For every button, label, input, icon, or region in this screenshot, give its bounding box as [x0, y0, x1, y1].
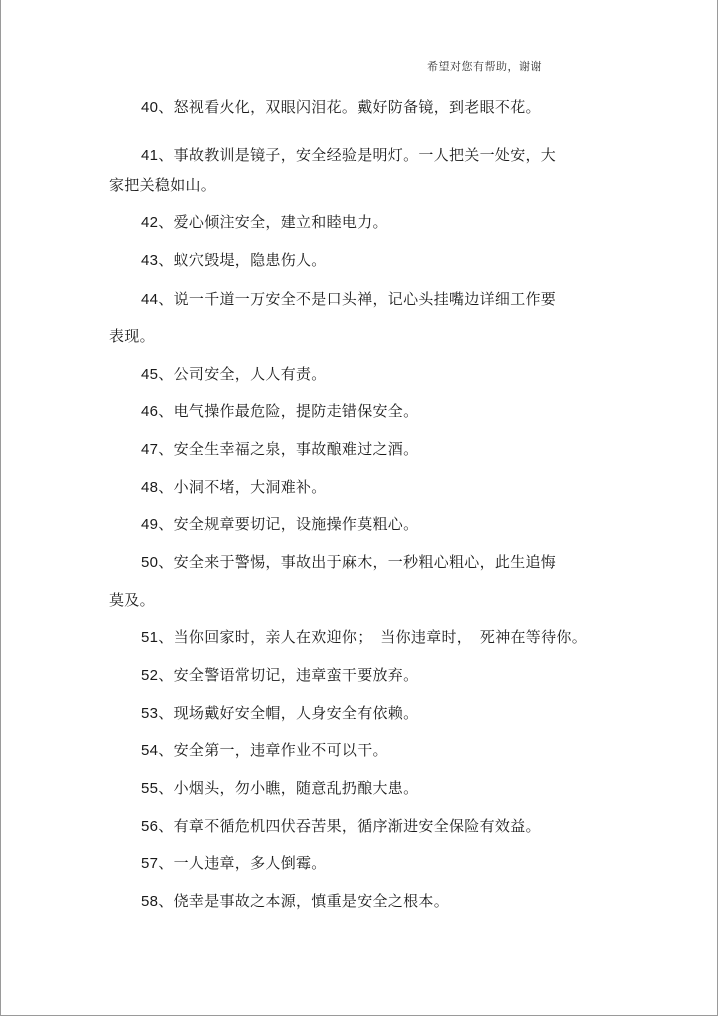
- item-text: 事故教训是镜子，安全经验是明灯。一人把关一处安，大: [173, 146, 557, 164]
- list-item: [141, 286, 591, 313]
- item-separator: 、: [158, 628, 174, 646]
- item-number: 54: [141, 742, 159, 759]
- item-text: 安全生幸福之泉，事故酿难过之酒。: [173, 440, 419, 458]
- list-item: [141, 436, 591, 463]
- item-number: 46: [141, 403, 159, 420]
- item-text: 现场戴好安全帽，人身安全有依赖。: [173, 704, 419, 722]
- list-item: [141, 142, 591, 169]
- item-number: 47: [141, 441, 159, 458]
- item-separator: 、: [158, 779, 174, 797]
- item-number: 43: [141, 252, 159, 269]
- item-text: 说一千道一万安全不是口头禅，记心头挂嘴边详细工作要: [173, 290, 557, 308]
- list-item: [141, 737, 591, 764]
- item-separator: 、: [158, 478, 174, 496]
- item-number: 55: [141, 780, 159, 797]
- item-number: 56: [141, 818, 159, 835]
- item-separator: 、: [158, 290, 174, 308]
- list-item: [141, 247, 591, 274]
- item-separator: 、: [158, 666, 174, 684]
- list-item: [141, 662, 591, 689]
- item-text: 有章不循危机四伏吞苦果，循序渐进安全保险有效益。: [173, 817, 541, 835]
- item-separator: 、: [158, 440, 174, 458]
- list-item: [141, 700, 591, 727]
- item-text: 侥幸是事故之本源，慎重是安全之根本。: [173, 892, 450, 910]
- item-separator: 、: [158, 892, 174, 910]
- item-continuation: 莫及。: [109, 591, 155, 609]
- item-text: 当你回家时，亲人在欢迎你； 当你违章时， 死神在等待你。: [173, 628, 588, 646]
- item-separator: 、: [158, 146, 174, 164]
- item-text: 蚁穴毁堤，隐患伤人。: [173, 251, 327, 269]
- item-text: 爱心倾注安全，建立和睦电力。: [173, 213, 388, 231]
- list-item: [141, 209, 591, 236]
- item-separator: 、: [158, 817, 174, 835]
- item-text: 怒视看火化，双眼闪泪花。戴好防备镜，到老眼不花。: [173, 98, 541, 116]
- item-text: 小烟头，勿小瞧，随意乱扔酿大患。: [173, 779, 419, 797]
- list-item: [141, 775, 591, 802]
- item-continuation: 表现。: [109, 327, 155, 345]
- item-separator: 、: [158, 741, 174, 759]
- list-item: [141, 624, 611, 651]
- item-number: 51: [141, 629, 159, 646]
- item-number: 49: [141, 516, 159, 533]
- list-item: [141, 511, 591, 538]
- item-number: 44: [141, 291, 159, 308]
- list-item: [141, 888, 591, 915]
- item-separator: 、: [158, 98, 174, 116]
- item-separator: 、: [158, 553, 174, 571]
- page-header-note: 希望对您有帮助，谢谢: [427, 60, 542, 73]
- list-item: [141, 94, 591, 121]
- item-text: 安全规章要切记，设施操作莫粗心。: [173, 515, 419, 533]
- item-number: 40: [141, 99, 159, 116]
- item-number: 57: [141, 855, 159, 872]
- list-item: [141, 549, 591, 576]
- item-number: 48: [141, 479, 159, 496]
- item-separator: 、: [158, 515, 174, 533]
- item-text: 公司安全，人人有责。: [173, 365, 327, 383]
- item-text: 一人违章，多人倒霉。: [173, 854, 327, 872]
- list-item: [141, 361, 591, 388]
- list-item: [141, 474, 591, 501]
- item-number: 58: [141, 893, 159, 910]
- list-item: [141, 813, 591, 840]
- item-continuation: 家把关稳如山。: [109, 176, 217, 194]
- item-number: 52: [141, 667, 159, 684]
- item-number: 42: [141, 214, 159, 231]
- item-separator: 、: [158, 704, 174, 722]
- item-text: 安全来于警惕，事故出于麻木，一秒粗心粗心，此生追悔: [173, 553, 557, 571]
- item-number: 41: [141, 147, 159, 164]
- item-number: 53: [141, 705, 159, 722]
- item-text: 安全警语常切记，违章蛮干要放弃。: [173, 666, 419, 684]
- item-text: 小洞不堵，大洞难补。: [173, 478, 327, 496]
- item-separator: 、: [158, 251, 174, 269]
- list-item: [141, 398, 591, 425]
- list-item: [141, 850, 591, 877]
- item-separator: 、: [158, 213, 174, 231]
- item-separator: 、: [158, 854, 174, 872]
- item-separator: 、: [158, 402, 174, 420]
- item-number: 45: [141, 366, 159, 383]
- item-text: 电气操作最危险，提防走错保安全。: [173, 402, 419, 420]
- item-text: 安全第一，违章作业不可以干。: [173, 741, 388, 759]
- item-separator: 、: [158, 365, 174, 383]
- item-number: 50: [141, 554, 159, 571]
